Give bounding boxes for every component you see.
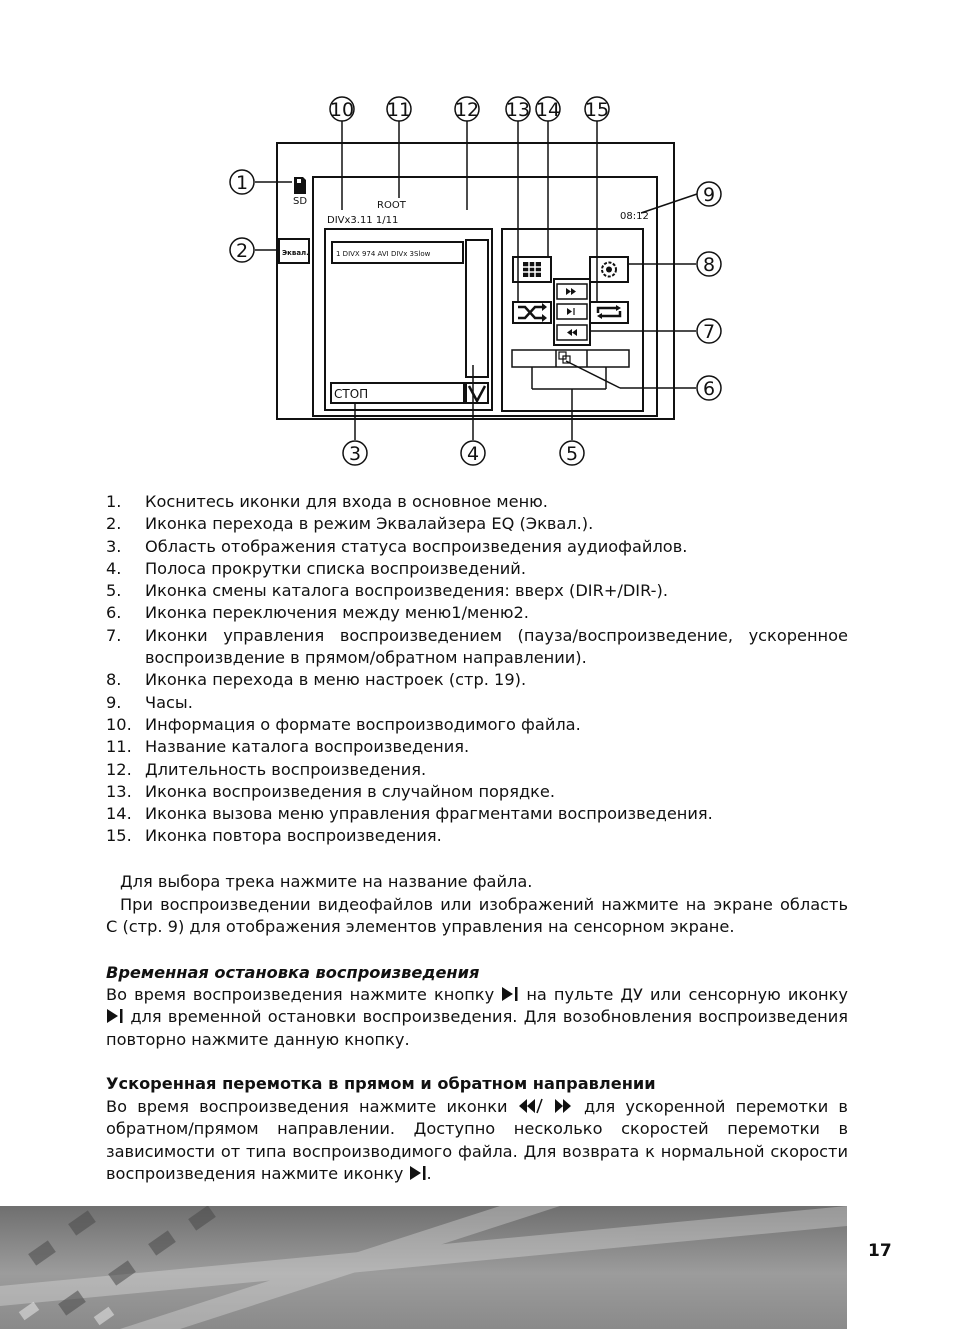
legend-num: 8. [106,670,122,690]
legend-item [106,736,848,758]
play-pause-icon [501,986,519,1002]
legend-text: Область отображения статуса воспроизведения аудиофайлов. [145,536,688,556]
repeat-icon[interactable] [590,302,628,323]
legend-item [106,491,848,513]
legend-text: Длительность воспроизведения. [145,759,427,779]
legend-item [106,714,848,736]
legend-text: Информация о формате воспроизводимого файла. [145,714,581,734]
legend-num: 14. [106,804,132,824]
legend-num: 6. [106,603,122,623]
footer-decoration [0,1206,847,1329]
callout-7: 7 [702,321,716,343]
legend-text: Иконка перехода в меню настроек (стр. 19). [145,670,527,690]
rewind-icon [518,1098,554,1114]
legend-text: Иконка воспроизведения в случайном порядке. [145,781,556,801]
legend-item [106,513,848,535]
sd-card-icon[interactable] [294,177,306,194]
legend-item [106,625,848,670]
legend-num: 12. [106,759,132,779]
legend-text: Иконка повтора воспроизведения. [145,826,442,846]
legend-num: 11. [106,737,132,757]
pause-text-a: Во время воспроизведения нажмите кнопку [106,985,495,1004]
touch-controls-paragraph: При воспроизведении видеофайлов или изображений нажмите на экране область С (стр. 9) для отображения элементов управления на сенсорном экране. [106,895,848,937]
callout-15: 15 [584,99,610,121]
callout-1: 1 [235,172,249,194]
fast-forward-paragraph [106,1096,848,1185]
legend-num: 2. [106,514,122,534]
callout-4: 4 [466,443,480,465]
legend-item [106,558,848,580]
callout-5: 5 [565,443,579,465]
gear-icon[interactable] [590,257,628,282]
fast-forward-heading: Ускоренная перемотка в прямом и обратном направлении [106,1074,656,1093]
legend-text: Название каталога воспроизведения. [145,737,470,757]
callout-13: 13 [505,99,531,121]
clock: 08:12 [620,211,649,222]
callout-12: 12 [454,99,480,121]
ff-text-a: Во время воспроизведения нажмите иконки [106,1097,508,1116]
legend-item [106,759,848,781]
play-pause-icon [106,1008,124,1024]
pause-heading: Временная остановка воспроизведения [106,963,480,982]
ff-text-end: . [426,1163,432,1183]
track-select-paragraph: Для выбора трека нажмите на название файла. [120,872,533,891]
folder-name: ROOT [377,200,406,211]
legend-list [106,491,848,848]
legend-item [106,536,848,558]
legend-num: 9. [106,692,122,712]
shuffle-icon[interactable] [513,302,551,323]
callout-10: 10 [329,99,355,121]
scroll-down-icon[interactable] [466,383,488,403]
legend-item [106,602,848,624]
play-pause-icon[interactable] [557,304,587,319]
playlist-item-label: 1 DIVX 974 AVI DIVx 3Slow [336,250,431,258]
legend-item [106,803,848,825]
film-strip-decoration [0,1206,847,1329]
legend-num: 3. [106,536,122,556]
playlist-scrollbar[interactable] [466,240,488,377]
callout-14: 14 [535,99,561,121]
page-number: 17 [868,1241,892,1261]
pause-text-b: на пульте ДУ или сенсорную иконку [526,985,848,1004]
status-text: СТОП [334,387,369,401]
legend-item [106,692,848,714]
legend-text: Часы. [145,692,193,712]
callout-8: 8 [702,254,716,276]
pause-paragraph [106,984,848,1051]
legend-text: Иконка вызова меню управления фрагментами воспроизведения. [145,804,713,824]
legend-num: 13. [106,781,132,801]
callout-9: 9 [702,184,716,206]
legend-text: Полоса прокрутки списка воспроизведений. [145,558,526,578]
screen-diagram [0,0,954,480]
legend-item [106,825,848,847]
legend-text: Иконка переключения между меню1/меню2. [145,603,529,623]
legend-num: 4. [106,558,122,578]
legend-num: 15. [106,826,132,846]
ff-text-b: для ускоренной перемотки в обратном/прямом направлении. Доступно несколько скоростей перемотки в зависимости от типа воспроизводимого файла. Для возврата к нормальной скорости воспроизведения нажмите иконку [106,1097,848,1183]
eq-button-label: Эквал. [282,249,309,257]
format-info: DIVx3.11 1/11 [327,215,399,226]
legend-item [106,580,848,602]
legend-num: 7. [106,625,122,645]
callout-3: 3 [348,443,362,465]
legend-text: Иконка перехода в режим Эквалайзера EQ (Эквал.). [145,514,594,534]
legend-text: Коснитесь иконки для входа в основное меню. [145,492,548,511]
pause-text-c: для временной остановки воспроизведения. Для возобновления воспроизведения повторно нажмите данную кнопку. [106,1007,848,1049]
legend-text: Иконка смены каталога воспроизведения: вверх (DIR+/DIR-). [145,581,668,601]
legend-item [106,781,848,803]
sd-label: SD [293,196,308,207]
leader-lines [255,121,697,440]
play-pause-icon [409,1165,427,1181]
legend-num: 10. [106,714,132,734]
legend-item [106,669,848,691]
legend-num: 1. [106,492,122,511]
legend-text: Иконки управления воспроизведением (пауза/воспроизведение, ускоренное воспроизвдение в прямом/обратном направлении). [145,625,848,668]
callout-11: 11 [386,99,412,121]
rewind-icon[interactable] [557,325,587,340]
fast-forward-icon[interactable] [557,284,587,299]
fast-forward-icon [554,1098,574,1114]
callout-6: 6 [702,378,716,400]
legend-num: 5. [106,581,122,601]
callout-2: 2 [235,240,249,262]
